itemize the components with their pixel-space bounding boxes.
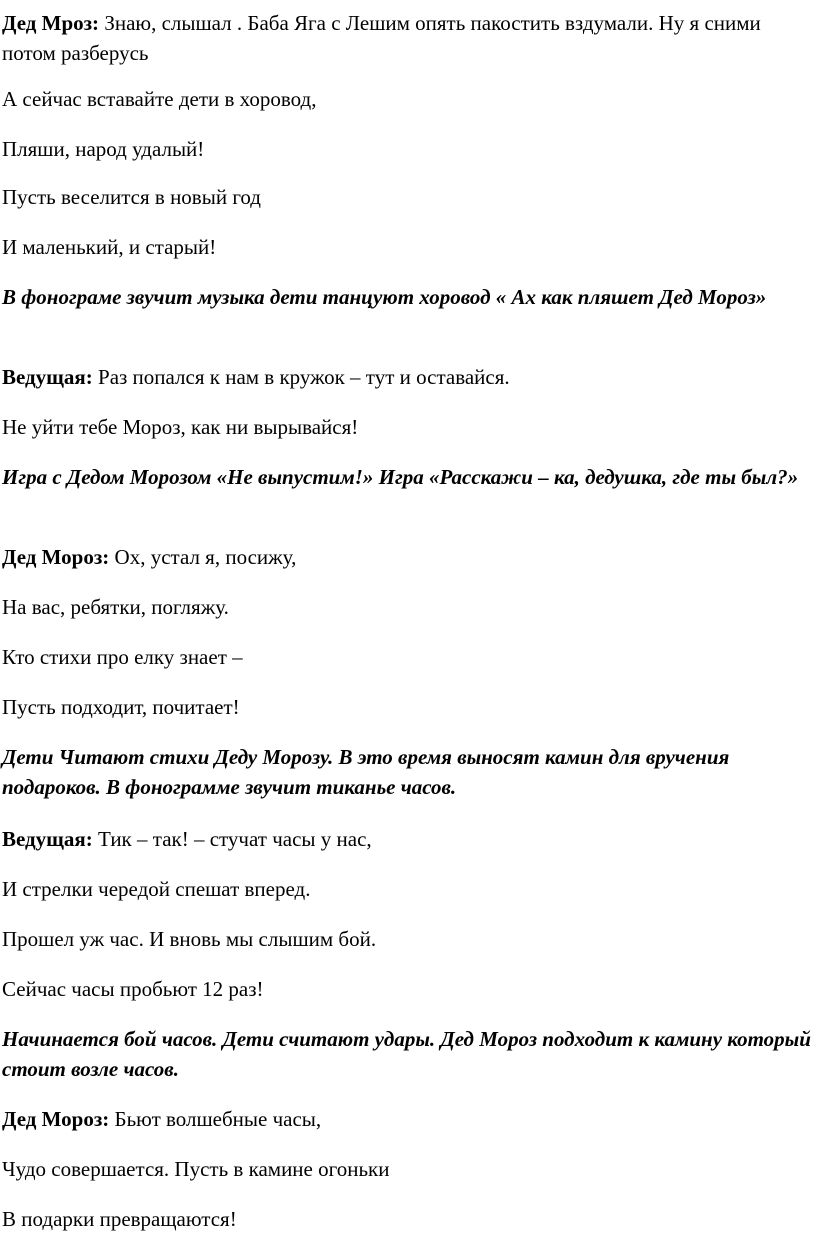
- line-11: [2, 592, 814, 622]
- line-22: [2, 1204, 814, 1234]
- line-12: [2, 642, 814, 672]
- line-text: Тик – так! – стучат часы у нас,: [92, 827, 372, 851]
- line-text: А сейчас вставайте дети в хоровод,: [2, 87, 317, 111]
- line-text: Пляши, народ удалый!: [2, 137, 205, 161]
- line-text: Кто стихи про елку знает –: [2, 645, 243, 669]
- line-text: Ох, устал я, посижу,: [109, 545, 297, 569]
- line-2: [2, 84, 814, 114]
- stage-text: Начинается бой часов. Дети считают удары. Дед Мороз подходит к камину который стоит возле часов.: [2, 1027, 811, 1081]
- speaker-label: Дед Мороз:: [2, 545, 110, 569]
- line-20: [2, 1104, 814, 1134]
- stage-direction-1: [2, 282, 814, 312]
- line-text: Сейчас часы пробьют 12 раз!: [2, 977, 264, 1001]
- stage-direction-3: [2, 742, 814, 802]
- line-text: И маленький, и старый!: [2, 235, 217, 259]
- stage-text: В фонограме звучит музыка дети танцуют хоровод « Ах как пляшет Дед Мороз»: [2, 285, 767, 309]
- line-16: [2, 874, 814, 904]
- line-text: На вас, ребятки, погляжу.: [2, 595, 229, 619]
- line-text: В подарки превращаются!: [2, 1207, 237, 1231]
- stage-direction-4: [2, 1024, 814, 1084]
- stage-text: Игра с Дедом Морозом «Не выпустим!» Игра «Расскажи – ка, дедушка, где ты был?»: [2, 465, 799, 489]
- line-10: [2, 542, 814, 572]
- line-13: [2, 692, 814, 722]
- line-5: [2, 232, 814, 262]
- line-text: Прошел уж час. И вновь мы слышим бой.: [2, 927, 377, 951]
- line-text: Пусть подходит, почитает!: [2, 695, 240, 719]
- speaker-label: Ведущая:: [2, 827, 93, 851]
- line-text: Бьют волшебные часы,: [109, 1107, 322, 1131]
- speaker-label: Дед Мороз:: [2, 1107, 110, 1131]
- line-3: [2, 134, 814, 164]
- line-text: И стрелки чередой спешат вперед.: [2, 877, 311, 901]
- line-text: Пусть веселится в новый год: [2, 185, 261, 209]
- line-text: Раз попался к нам в кружок – тут и оставайся.: [92, 365, 510, 389]
- line-18: [2, 974, 814, 1004]
- line-21: [2, 1154, 814, 1184]
- line-text: Знаю, слышал . Баба Яга с Лешим опять пакостить вздумали. Ну я сними потом разберусь: [2, 11, 761, 65]
- line-text: Не уйти тебе Мороз, как ни вырывайся!: [2, 415, 359, 439]
- stage-direction-2: [2, 462, 814, 492]
- line-15: [2, 824, 814, 854]
- line-text: Чудо совершается. Пусть в камине огоньки: [2, 1157, 390, 1181]
- speaker-label: Ведущая:: [2, 365, 93, 389]
- line-17: [2, 924, 814, 954]
- line-7: [2, 362, 814, 392]
- line-8: [2, 412, 814, 442]
- line-1: [2, 8, 814, 68]
- speaker-label: Дед Мроз:: [2, 11, 100, 35]
- line-4: [2, 182, 814, 212]
- stage-text: Дети Читают стихи Деду Морозу. В это время выносят камин для вручения подароков. В фонограмме звучит тиканье часов.: [2, 745, 730, 799]
